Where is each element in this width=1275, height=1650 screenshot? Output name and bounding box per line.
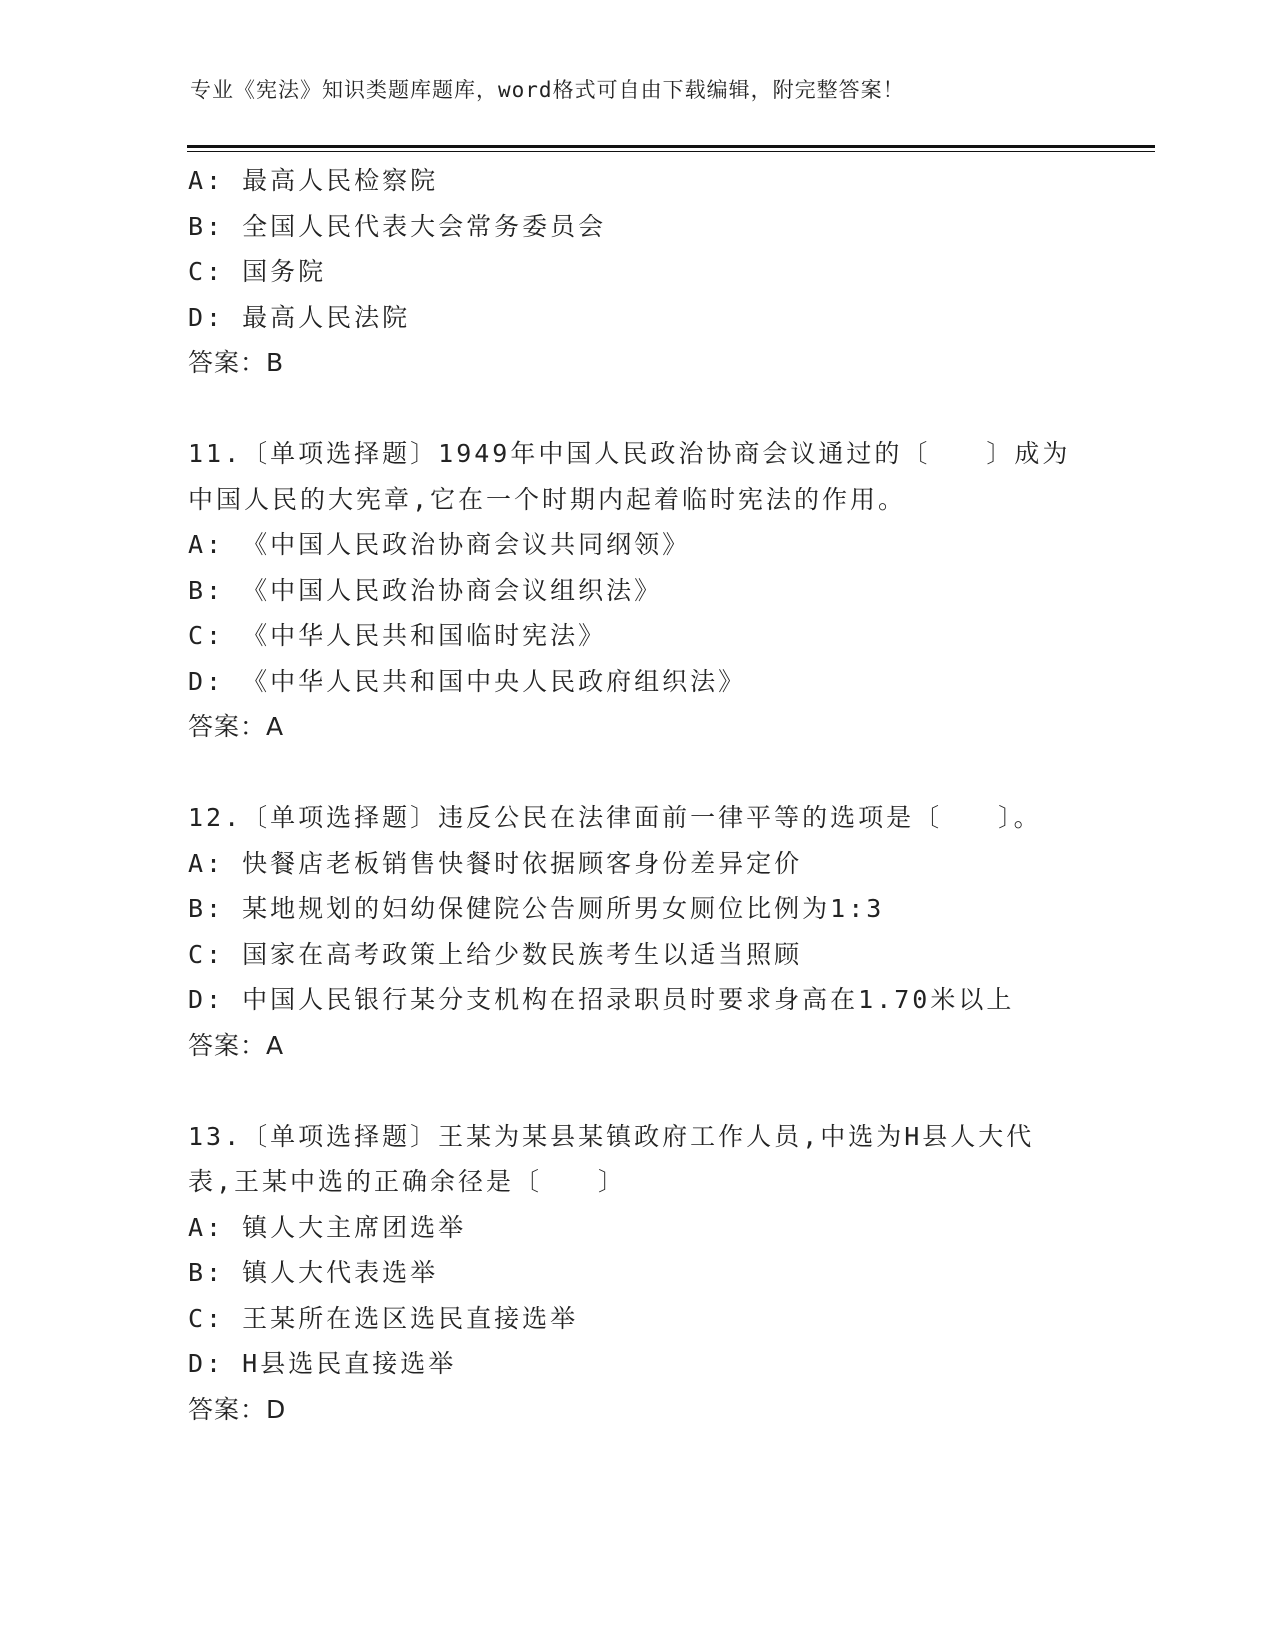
option-c: C: 国务院 (188, 257, 327, 286)
option-a: A: 最高人民检察院 (188, 166, 439, 195)
question-block-12 (188, 795, 1088, 1068)
option-b: B: 某地规划的妇幼保健院公告厕所男女厕位比例为1:3 (188, 894, 885, 923)
answer-line: 答案：B (188, 348, 285, 377)
option-b: B: 镇人大代表选举 (188, 1258, 439, 1287)
option-d: D: H县选民直接选举 (188, 1349, 457, 1378)
question-stem: 12.〔单项选择题〕违反公民在法律面前一律平等的选项是〔 〕。 (188, 803, 1042, 832)
option-b: B: 全国人民代表大会常务委员会 (188, 211, 607, 241)
option-d: D: 中国人民银行某分支机构在招录职员时要求身高在1.70米以上 (188, 985, 1015, 1014)
question-stem-continued: 中国人民的大宪章,它在一个时期内起着临时宪法的作用。 (188, 484, 907, 514)
option-a: A: 《中国人民政治协商会议共同纲领》 (188, 530, 691, 559)
header-rule-thick (187, 145, 1155, 148)
option-c: C: 王某所在选区选民直接选举 (188, 1303, 579, 1333)
option-a: A: 快餐店老板销售快餐时依据顾客身份差异定价 (188, 848, 803, 878)
option-b: B: 《中国人民政治协商会议组织法》 (188, 575, 663, 605)
option-d: D: 最高人民法院 (188, 302, 411, 332)
option-d: D: 《中华人民共和国中央人民政府组织法》 (188, 666, 747, 696)
answer-line: 答案：A (188, 712, 285, 741)
header-rule-thin (187, 151, 1155, 152)
answer-line: 答案：D (188, 1394, 287, 1424)
option-c: C: 《中华人民共和国临时宪法》 (188, 621, 607, 650)
option-a: A: 镇人大主席团选举 (188, 1212, 467, 1242)
question-list (188, 158, 1088, 1432)
question-stem: 11.〔单项选择题〕1949年中国人民政治协商会议通过的〔 〕成为 (188, 439, 1071, 468)
question-stem-continued: 表,王某中选的正确余径是〔 〕 (188, 1167, 627, 1196)
question-block-13 (188, 1114, 1088, 1433)
answer-line: 答案：A (188, 1030, 285, 1060)
question-block-11 (188, 431, 1088, 750)
question-block-10 (188, 158, 1088, 386)
page-header: 专业《宪法》知识类题库题库，word格式可自由下载编辑，附完整答案！ (190, 78, 905, 102)
question-stem: 13.〔单项选择题〕王某为某县某镇政府工作人员,中选为H县人大代 (188, 1121, 1035, 1151)
option-c: C: 国家在高考政策上给少数民族考生以适当照顾 (188, 939, 803, 969)
